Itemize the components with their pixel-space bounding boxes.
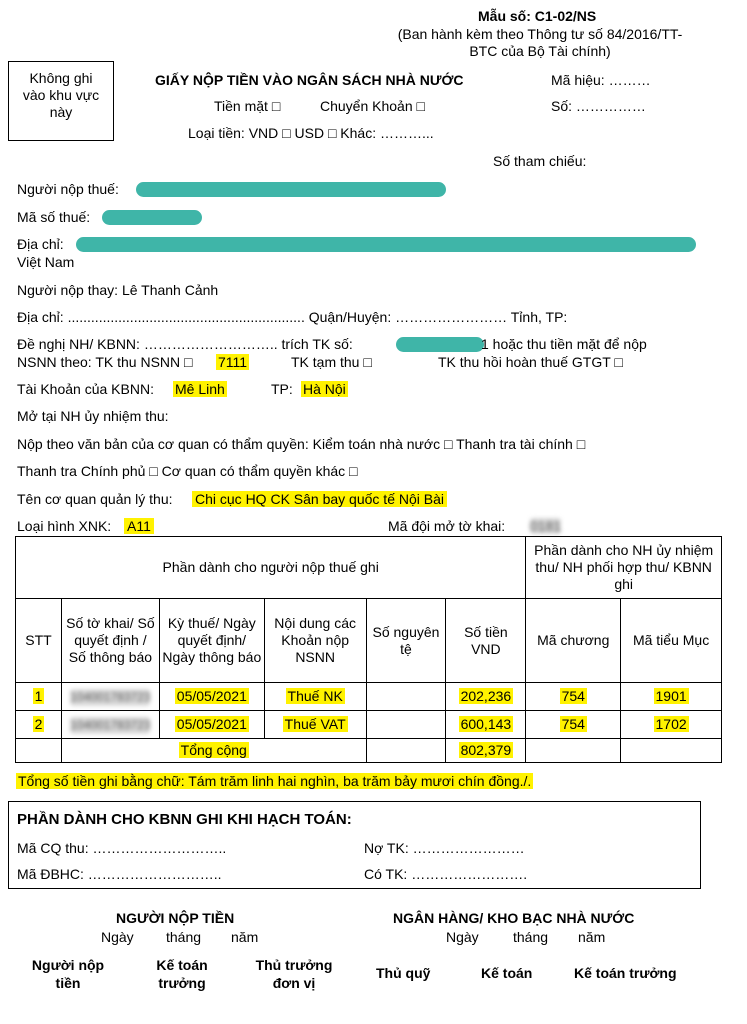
no-tk: Nợ TK: …………………… xyxy=(364,840,525,856)
agency-value: Chi cục HQ CK Sân bay quốc tế Nội Bài xyxy=(192,491,447,507)
col-header-chapter: Mã chương xyxy=(526,599,621,683)
row-amount: 202,236 xyxy=(460,688,512,704)
tk-hoan-thue: TK thu hồi hoàn thuế GTGT □ xyxy=(438,354,623,370)
row-doc-no-blurred: 104001783723 xyxy=(70,717,151,732)
payment-cash: Tiền mặt □ xyxy=(214,98,281,114)
row-sub-item: 1702 xyxy=(655,716,687,732)
kbnn-account-value: Mê Linh xyxy=(175,381,225,397)
office-code-label: Mã đội mở tờ khai: xyxy=(388,518,506,534)
kbnn-section-title: PHẦN DÀNH CHO KBNN GHI KHI HẠCH TOÁN: xyxy=(17,811,352,828)
redacted-tax-id xyxy=(102,210,202,225)
row-stt: 2 xyxy=(34,716,43,732)
nsnn-account: 7111 xyxy=(218,354,248,370)
nsnn-label: NSNN theo: TK thu NSNN □ xyxy=(17,354,193,370)
sign-role-line: Kế toán xyxy=(156,957,208,973)
sign-role-cashier: Thủ quỹ xyxy=(376,965,431,981)
col-header-content: Nội dung các Khoản nộp NSNN xyxy=(264,599,366,683)
col-header-amount: Số tiền VND xyxy=(446,599,526,683)
tax-id-label: Mã số thuế: xyxy=(17,209,91,225)
so-tham-chieu: Số tham chiếu: xyxy=(493,153,587,169)
no-write-line: Không ghi xyxy=(29,70,93,86)
page-title: GIẤY NỘP TIỀN VÀO NGÂN SÁCH NHÀ NƯỚC xyxy=(155,72,464,88)
bank-date-nam: năm xyxy=(578,929,606,945)
bank-date-ngay: Ngày xyxy=(446,929,479,945)
row-doc-no-blurred: 104001783723 xyxy=(70,689,151,704)
col-header-stt: STT xyxy=(16,599,62,683)
substitute-payer: Người nộp thay: Lê Thanh Cảnh xyxy=(17,282,219,298)
row-content: Thuế VAT xyxy=(284,716,346,732)
authority-line-2: Thanh tra Chính phủ □ Cơ quan có thẩm quyền khác □ xyxy=(17,463,358,479)
payer-date-nam: năm xyxy=(231,929,259,945)
sign-role-line: tiền xyxy=(55,975,81,991)
col-header-sub-item: Mã tiểu Mục xyxy=(621,599,722,683)
xnk-value: A11 xyxy=(124,518,154,534)
sign-role-line: trưởng xyxy=(158,975,206,991)
row-date: 05/05/2021 xyxy=(176,688,247,704)
ma-dbhc: Mã ĐBHC: ……………………….. xyxy=(17,866,222,882)
row-chapter: 754 xyxy=(561,716,585,732)
table-row xyxy=(16,683,722,711)
sign-role-unit-head xyxy=(244,956,344,992)
row-date: 05/05/2021 xyxy=(176,716,247,732)
bank-section-header: Phần dành cho NH ủy nhiệm thu/ NH phối hợp thu/ KBNN ghi xyxy=(526,537,722,599)
sign-role-line: đơn vị xyxy=(272,975,316,991)
request-prefix: Đề nghị NH/ KBNN: ……………………….. trích TK số: xyxy=(17,336,353,352)
total-label: Tổng cộng xyxy=(180,742,247,758)
tk-tam-thu: TK tạm thu □ xyxy=(291,354,372,370)
no-write-line: vào khu vực xyxy=(22,87,100,103)
address-country: Việt Nam xyxy=(17,254,75,270)
address2-line: Địa chỉ: ............................................................. Quận/Huyện: …………………… Tỉnh, TP: xyxy=(17,309,568,325)
col-header-foreign: Số nguyên tệ xyxy=(366,599,446,683)
request-suffix: 1 hoặc thu tiền mặt để nộp xyxy=(481,336,647,352)
authority-line-1: Nộp theo văn bản của cơ quan có thẩm quyền: Kiểm toán nhà nước □ Thanh tra tài chính □ xyxy=(17,436,586,452)
ma-cq-thu: Mã CQ thu: ……………………….. xyxy=(17,840,227,856)
col-header-doc-no: Số tờ khai/ Số quyết định / Số thông báo xyxy=(61,599,159,683)
city-value: Hà Nội xyxy=(303,381,346,397)
redacted-payer-name xyxy=(136,182,446,197)
form-basis-line-1: (Ban hành kèm theo Thông tư số 84/2016/TT- xyxy=(397,26,683,42)
redacted-address xyxy=(76,237,696,252)
no-write-line: này xyxy=(49,104,73,120)
bank-date-thang: tháng xyxy=(513,929,549,945)
sign-role-accountant: Kế toán xyxy=(481,965,533,981)
row-amount: 600,143 xyxy=(460,716,512,732)
form-basis-line-2: BTC của Bộ Tài chính) xyxy=(469,43,611,59)
row-stt: 1 xyxy=(34,688,43,704)
payer-sign-title: NGƯỜI NỘP TIỀN xyxy=(116,910,235,926)
office-code-value xyxy=(530,518,561,534)
kbnn-section-box xyxy=(8,801,701,889)
office-code-blurred: 0181 xyxy=(530,518,562,534)
total-row xyxy=(16,739,722,763)
agency-label: Tên cơ quan quản lý thu: xyxy=(17,491,173,507)
no-write-box xyxy=(8,61,114,141)
redacted-account xyxy=(396,337,484,352)
so-field: Số: …………… xyxy=(551,98,646,114)
payer-section-header: Phần dành cho người nộp thuế ghi xyxy=(16,537,526,599)
bank-sign-title: NGÂN HÀNG/ KHO BẠC NHÀ NƯỚC xyxy=(393,910,635,926)
co-tk: Có TK: ……………………. xyxy=(364,866,528,882)
table-row xyxy=(16,711,722,739)
payment-transfer: Chuyển Khoản □ xyxy=(320,98,425,114)
currency-line: Loại tiền: VND □ USD □ Khác: ………... xyxy=(188,125,434,141)
row-sub-item: 1901 xyxy=(655,688,687,704)
col-header-date: Kỳ thuế/ Ngày quyết định/ Ngày thông báo xyxy=(159,599,264,683)
row-foreign xyxy=(366,711,446,739)
kbnn-account-label: Tài Khoản của KBNN: xyxy=(17,381,154,397)
payer-date-ngay: Ngày xyxy=(101,929,134,945)
sign-role-bank-chief-accountant: Kế toán trưởng xyxy=(574,965,677,981)
amount-in-words: Tổng số tiền ghi bằng chữ: Tám trăm linh hai nghìn, ba trăm bảy mươi chín đồng./. xyxy=(18,773,532,789)
sign-role-line: Thủ trưởng xyxy=(255,957,333,973)
ma-hieu: Mã hiệu: ……… xyxy=(551,72,651,88)
address-label: Địa chỉ: xyxy=(17,236,64,252)
payer-date-thang: tháng xyxy=(166,929,202,945)
city-label: TP: xyxy=(271,381,293,397)
total-amount: 802,379 xyxy=(460,742,512,758)
sign-role-line: Người nộp xyxy=(31,957,105,973)
form-code: Mẫu số: C1-02/NS xyxy=(478,8,597,24)
payment-table xyxy=(15,536,722,763)
sign-role-chief-accountant xyxy=(132,956,232,992)
row-chapter: 754 xyxy=(561,688,585,704)
bank-line: Mở tại NH ủy nhiệm thu: xyxy=(17,408,169,424)
payer-label: Người nộp thuế: xyxy=(17,181,119,197)
sign-role-payer xyxy=(18,956,118,992)
row-content: Thuế NK xyxy=(287,688,343,704)
row-foreign xyxy=(366,683,446,711)
xnk-label: Loại hình XNK: xyxy=(17,518,112,534)
